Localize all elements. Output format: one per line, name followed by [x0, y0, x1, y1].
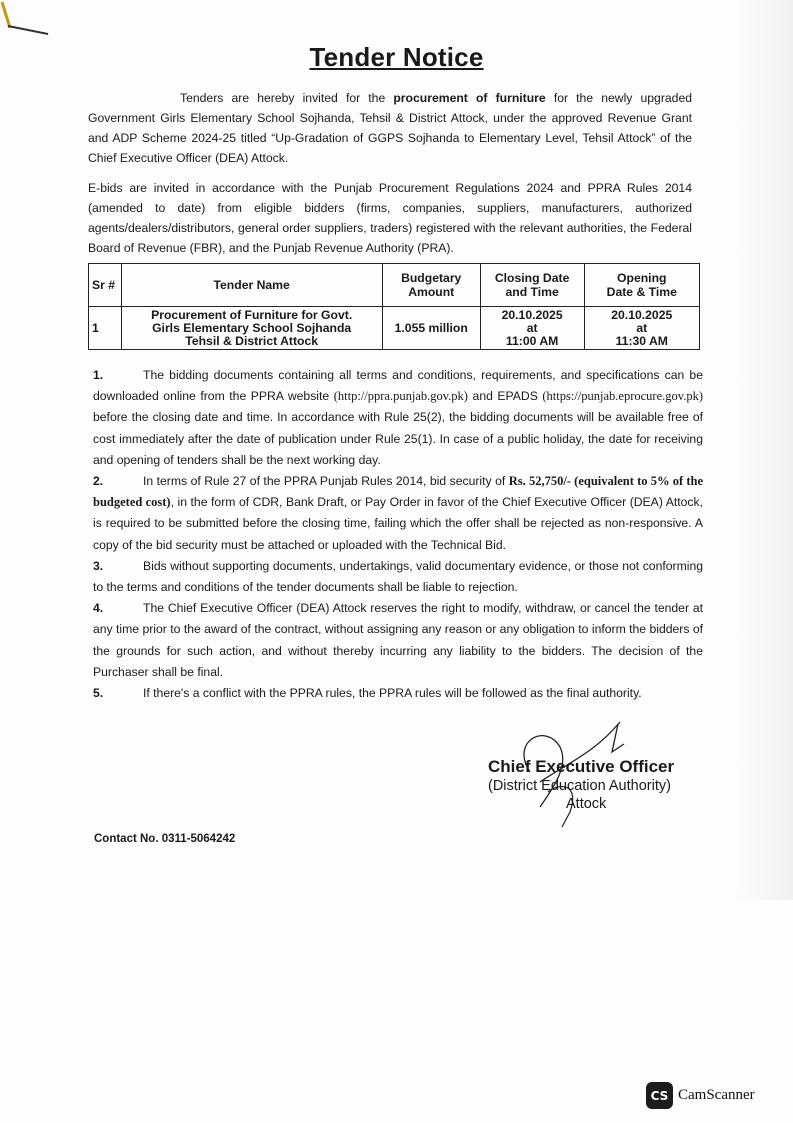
camscanner-logo-icon: CS	[646, 1082, 673, 1109]
scan-shadow	[735, 0, 793, 900]
signatory-authority: (District Education Authority)	[488, 778, 671, 794]
cell-opening: 20.10.2025 at 11:30 AM	[584, 307, 699, 350]
signatory-city: Attock	[566, 796, 607, 812]
cell-closing: 20.10.2025 at 11:00 AM	[480, 307, 584, 350]
page-title: Tender Notice	[309, 42, 484, 72]
table-row	[89, 307, 700, 350]
tender-table	[88, 263, 700, 350]
header-opening: Opening Date & Time	[584, 264, 699, 307]
signatory-title: Chief Executive Officer	[488, 757, 675, 776]
camscanner-watermark	[646, 1082, 755, 1109]
table-header-row	[89, 264, 700, 307]
list-item: 4. The Chief Executive Officer (DEA) Attock reserves the right to modify, withdraw, or cancel the tender at any time prior to the award of the contract, without assigning any reason or any obligation to inform the bidders of the grounds for such action, and without thereby incurring any liability to the bidders. The decision of the Purchaser shall be final.	[93, 601, 703, 679]
list-item: 5. If there's a conflict with the PPRA rules, the PPRA rules will be followed as the final authority.	[93, 686, 642, 701]
camscanner-label: CamScanner	[678, 1087, 755, 1103]
clause-list	[93, 365, 703, 704]
contact-number: Contact No. 0311-5064242	[94, 833, 236, 845]
cell-sr: 1	[89, 307, 122, 350]
cell-tender-name: Procurement of Furniture for Govt. Girls Elementary School Sojhanda Tehsil & District Attock	[121, 307, 382, 350]
cell-budget: 1.055 million	[382, 307, 480, 350]
intro-paragraph: Tenders are hereby invited for the procurement of furniture for the newly upgraded Government Girls Elementary School Sojhanda, Tehsil & District Attock, under the approved Revenue Grant and ADP Scheme 2024-25 titled “Up-Gradation of GGPS Sojhanda to Elementary Level, Tehsil Attock” of the Chief Executive Officer (DEA) Attock.	[88, 91, 693, 165]
header-tender-name: Tender Name	[121, 264, 382, 307]
list-item: 2. In terms of Rule 27 of the PPRA Punjab Rules 2014, bid security of Rs. 52,750/- (equivalent to 5% of the budgeted cost), in the form of CDR, Bank Draft, or Pay Order in favor of the Chief Executive Officer (DEA) Attock, is required to be submitted before the closing time, failing which the offer shall be rejected as non-responsive. A copy of the bid security must be attached or uploaded with the Technical Bid.	[93, 474, 703, 552]
list-item: 3. Bids without supporting documents, undertakings, valid documentary evidence, or those not conforming to the terms and conditions of the tender documents shall be liable to rejection.	[93, 558, 703, 595]
header-sr: Sr #	[89, 264, 122, 307]
header-closing: Closing Date and Time	[480, 264, 584, 307]
pin-mark-icon	[0, 0, 60, 40]
header-budget: Budgetary Amount	[382, 264, 480, 307]
signatory-block	[488, 757, 674, 813]
list-item: 1. The bidding documents containing all terms and conditions, requirements, and specifications can be downloaded online from the PPRA website (http://ppra.punjab.gov.pk) and EPADS (https://punjab.eprocure.gov.pk) before the closing date and time. In accordance with Rule 25(2), the bidding documents will be available free of cost immediately after the date of publication under Rule 25(1). In case of a public holiday, the date for receiving and opening of tenders shall be the next working day.	[93, 368, 703, 467]
ebids-paragraph: E-bids are invited in accordance with the Punjab Procurement Regulations 2024 and PPRA Rules 2014 (amended to date) from eligible bidders (firms, companies, suppliers, manufacturers, authorized agents/dealers/distributors, general order suppliers, traders) registered with the relevant authorities, the Federal Board of Revenue (FBR), and the Punjab Revenue Authority (PRA).	[88, 181, 692, 255]
